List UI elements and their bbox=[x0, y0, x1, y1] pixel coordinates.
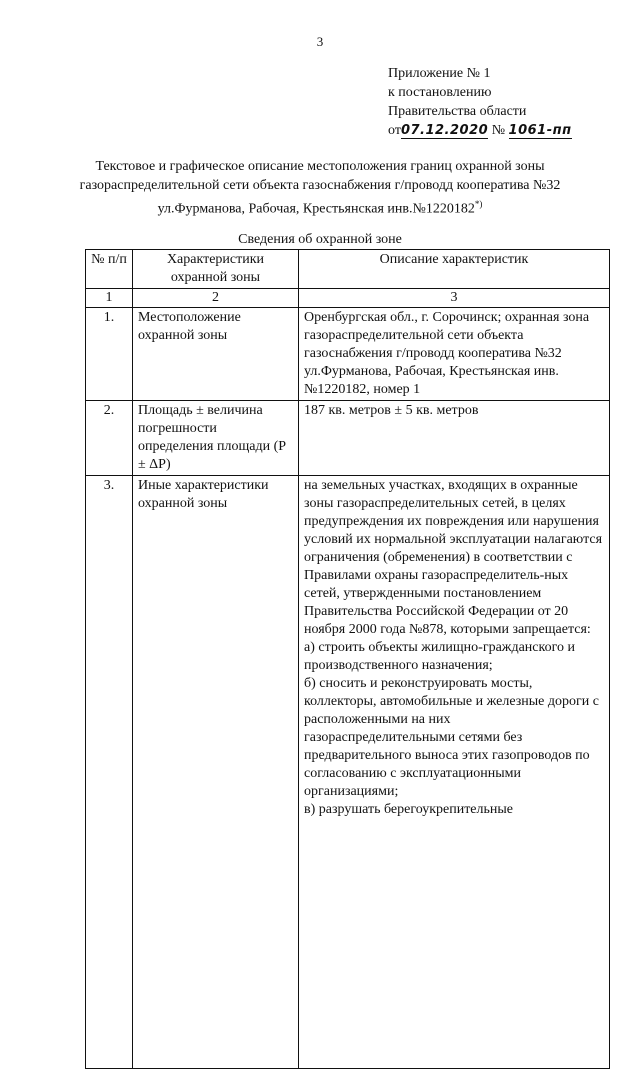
zone-table bbox=[85, 249, 610, 1069]
column-number: 2 bbox=[133, 289, 299, 308]
date-prefix: от bbox=[388, 123, 401, 138]
description-intro: на земельных участках, входящих в охранные зоны газораспределительных сетей, в целях предупреждения их повреждения или нарушения условий их нормальной эксплуатации налагаются ограничения (обременения) в соответствии с Правилами охраны газораспределитель-ных сетей, утвержденными постановлением Правительства Российской Федерации от 20 ноября 2000 года №878, которыми запрещается: bbox=[304, 478, 603, 637]
handwritten-number: 1061-пп bbox=[508, 123, 572, 138]
column-number-row bbox=[86, 289, 610, 308]
row-number: 3. bbox=[86, 476, 133, 1069]
table-header-row bbox=[86, 250, 610, 289]
appendix-block bbox=[388, 64, 572, 140]
number-sign: № bbox=[491, 123, 506, 138]
heading-text: Текстовое и графическое описание местоположения границ охранной зоны газораспределительной сети объекта газоснабжения г/проводд кооператива №32 ул.Фурманова, Рабочая, Крестьянская инв.№1220182 bbox=[79, 159, 561, 217]
row-characteristic: Площадь ± величина погрешности определения площади (P ± ΔP) bbox=[133, 401, 299, 476]
row-description: 187 кв. метров ± 5 кв. метров bbox=[299, 401, 610, 476]
row-number: 1. bbox=[86, 308, 133, 401]
table-caption: Сведения об охранной зоне bbox=[238, 232, 402, 247]
appendix-date-line bbox=[388, 121, 572, 140]
page-number: 3 bbox=[316, 34, 324, 49]
row-characteristic: Местоположение охранной зоны bbox=[133, 308, 299, 401]
document-heading bbox=[70, 157, 570, 219]
appendix-line: Правительства области bbox=[388, 104, 527, 119]
header-description: Описание характеристик bbox=[299, 250, 610, 289]
description-item: б) сносить и реконструировать мосты, коллекторы, автомобильные и железные дороги с расположенными на них газораспределительными сетями без предварительного выноса этих газопроводов по согласованию с эксплуатационными организациями; bbox=[304, 676, 599, 799]
description-item: в) разрушать берегоукрепительные bbox=[304, 802, 514, 817]
row-description: Оренбургская обл., г. Сорочинск; охранная зона газораспределительной сети объекта газоснабжения г/проводд кооператива №32 ул.Фурманова, Рабочая, Крестьянская инв.№1220182, номер 1 bbox=[299, 308, 610, 401]
header-number: № п/п bbox=[86, 250, 133, 289]
table-row bbox=[86, 308, 610, 401]
table-row bbox=[86, 401, 610, 476]
row-characteristic: Иные характеристики охранной зоны bbox=[133, 476, 299, 1069]
row-number: 2. bbox=[86, 401, 133, 476]
table-row bbox=[86, 476, 610, 1069]
row-description bbox=[299, 476, 610, 1069]
description-item: а) строить объекты жилищно-гражданского и производственного назначения; bbox=[304, 640, 575, 673]
appendix-line: Приложение № 1 bbox=[388, 66, 491, 81]
description-content bbox=[304, 477, 604, 1067]
column-number: 1 bbox=[86, 289, 133, 308]
column-number: 3 bbox=[299, 289, 610, 308]
appendix-line: к постановлению bbox=[388, 85, 492, 100]
footnote-mark: *) bbox=[474, 199, 483, 209]
header-characteristic: Характеристики охранной зоны bbox=[133, 250, 299, 289]
handwritten-date: 07.12.2020 bbox=[400, 123, 489, 138]
